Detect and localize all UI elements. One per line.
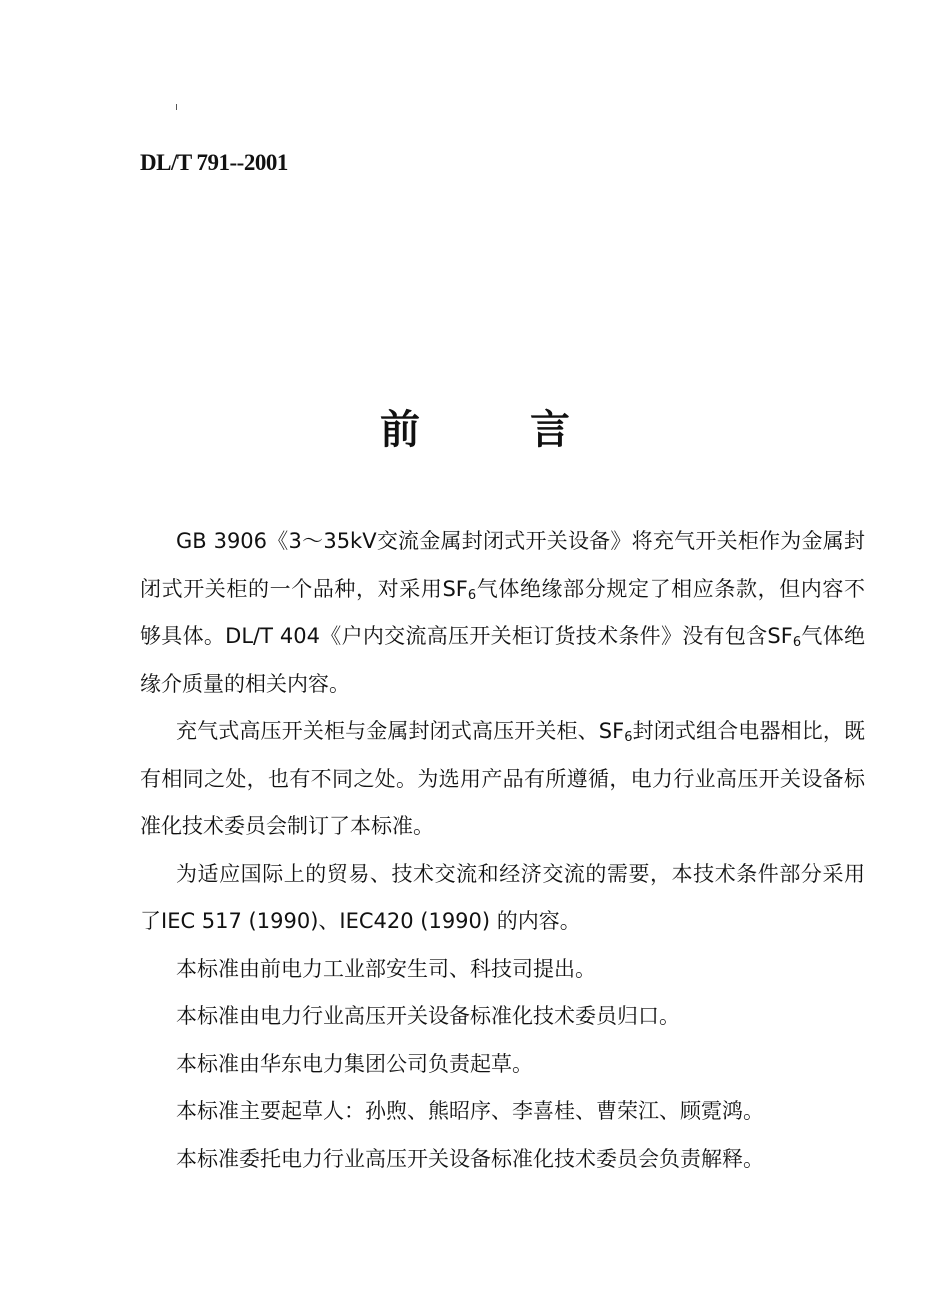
section-title-char-2: 言 [529,406,570,453]
subscript-6: 6 [792,635,802,650]
scan-mark [176,104,177,110]
paragraph-1-text-a: GB 3906《3～35kV交流金属封闭式开关设备》将充气开关柜作为金属封闭式开关柜的一个品种，对采用SF [140,529,865,601]
paragraph-1 [140,518,865,708]
paragraph-1-text-b: 气体绝缘部分规定了相应条款，但内容不够具体。DL/T 404《户内交流高压开关柜订货技术条件》没有包含SF [140,576,865,648]
paragraph-5: 本标准由电力行业高压开关设备标准化技术委员归口。 [176,1004,680,1028]
paragraph-2-text-b: 封闭式组合电器相比，既有相同之处，也有不同之处。为选用产品有所遵循，电力行业高压开关设备标准化技术委员会制订了本标准。 [140,719,865,838]
standard-code: DL/T 791--2001 [140,150,288,175]
paragraph-2-text-a: 充气式高压开关柜与金属封闭式高压开关柜、SF [176,719,625,743]
section-title [0,398,950,455]
paragraph-3: 为适应国际上的贸易、技术交流和经济交流的需要，本技术条件部分采用了IEC 517 (1990)、IEC420 (1990) 的内容。 [140,861,865,933]
paragraph-8: 本标准委托电力行业高压开关设备标准化技术委员会负责解释。 [176,1146,764,1171]
paragraph-7: 本标准主要起草人：孙煦、熊昭序、李喜桂、曹荣江、顾霓鸿。 [176,1099,764,1123]
section-title-char-1: 前 [380,406,421,453]
subscript-6: 6 [467,587,477,603]
subscript-6: 6 [624,730,633,745]
foreword-body [140,518,865,1183]
paragraph-6: 本标准由华东电力集团公司负责起草。 [176,1051,533,1076]
paragraph-2 [140,708,865,851]
paragraph-4: 本标准由前电力工业部安生司、科技司提出。 [176,956,596,981]
paragraph-1-text-c: 气体绝缘介质量的相关内容。 [140,624,865,696]
